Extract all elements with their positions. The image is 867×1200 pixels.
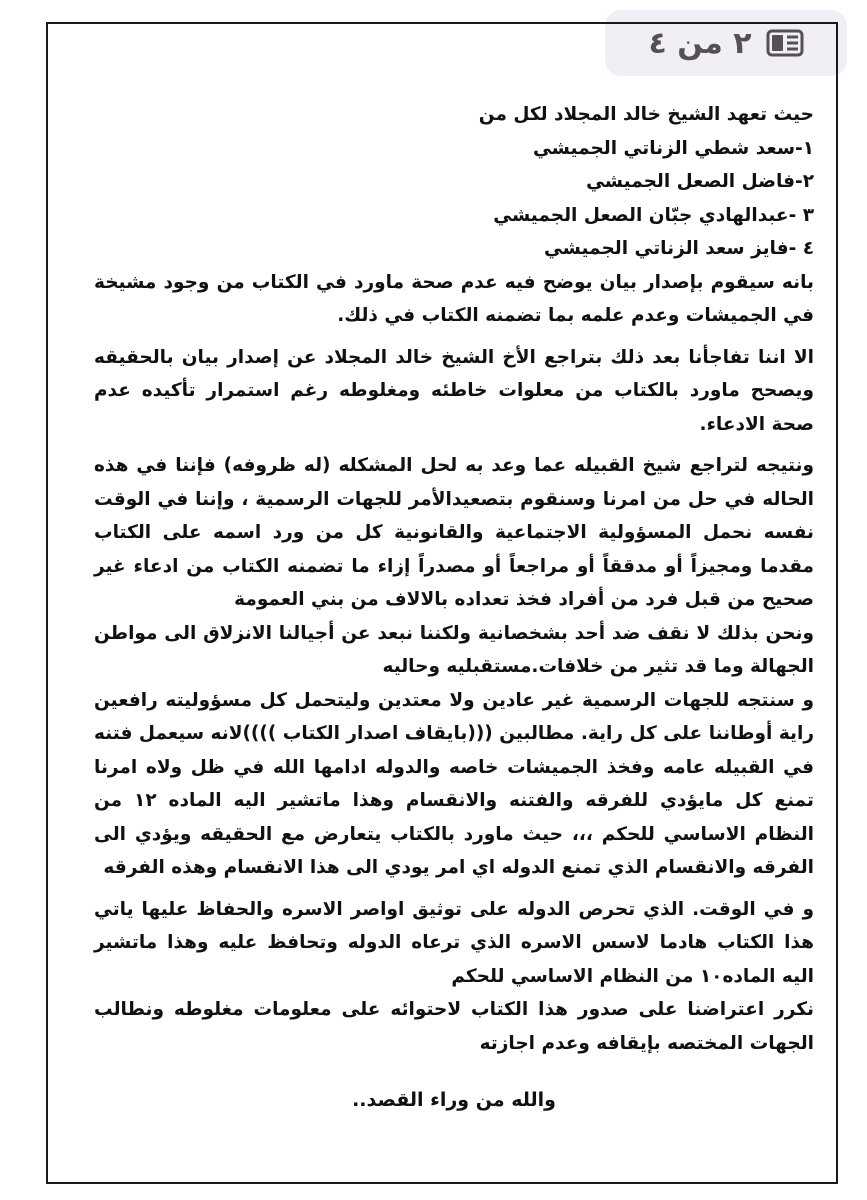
paragraph-demands: و سنتجه للجهات الرسمية غير عادين ولا معتدين وليتحمل كل مسؤوليته رافعين راية أوطاننا على كل راية. مطالبين (((بايقاف اصدار الكتاب ))))لانه سيعمل فتنه في القبيله عامه وفخذ الجميشات خاصه والدوله ادامها الله في ظل ولاه امرنا تمنع كل مايؤدي للفرقه والفتنه والانقسام وهذا ماتشير اليه الماده ١٢ من النظام الاساسي للحكم ،،، حيث ماورد بالكتاب يتعارض مع الحقيقه ويؤدي الى الفرقه والانقسام الذي تمنع الدوله اي امر يودي الى هذا الانقسام وهذه الفرقه bbox=[94, 689, 814, 878]
paragraph-escalation: ونتيجه لتراجع شيخ القبيله عما وعد به لحل المشكله (له ظروفه) فإننا في هذه الحاله في حل من امرنا وسنقوم بتصعيدالأمر للجهات الرسمية ، وإننا في الوقت نفسه نحمل المسؤولية الاجتماعية والقانونية كل من ورد اسمه على الكتاب مقدما ومجيزاً أو مدققاً أو مراجعاً أو مصدراً إزاء ما تضمنه الكتاب من ادعاء غير صحيح من قبل فرد من أفراد فخذ تعداده بالالاف من بني العمومة bbox=[94, 455, 814, 610]
name-item-4: ٤ -فايز سعد الزناتي الجميشي bbox=[543, 238, 814, 259]
paragraph-objection: نكرر اعتراضنا على صدور هذا الكتاب لاحتوائه على معلومات مغلوطه ونطالب الجهات المختصه بإيقافه وعدم اجازته bbox=[94, 999, 814, 1054]
name-item-3: ٣ -عبدالهادي جبّان الصعل الجميشي bbox=[493, 204, 814, 226]
name-item-2: ٢-فاضل الصعل الجميشي bbox=[586, 171, 814, 192]
paragraph-intent: ونحن بذلك لا نقف ضد أحد بشخصانية ولكننا نبعد عن أجيالنا الانزلاق الى مواطن الجهالة وما قد تثير من خلافات.مستقبليه وحاليه bbox=[94, 622, 814, 677]
name-item-1: ١-سعد شطي الزناتي الجميشي bbox=[532, 137, 814, 159]
paragraph-family: و في الوقت. الذي تحرص الدوله على توثيق اواصر الاسره والحفاظ عليها ياتي هذا الكتاب هادما لاسس الاسره الذي ترعاه الدوله وتحافظ عليه وهذا ماتشير اليه الماده١٠ من النظام الاساسي للحكم bbox=[94, 898, 814, 987]
closing-line: والله من وراء القصد.. bbox=[352, 1089, 556, 1111]
intro-line: حيث تعهد الشيخ خالد المجلاد لكل من bbox=[478, 104, 814, 125]
page-counter: ٢ من ٤ bbox=[648, 25, 752, 61]
paragraph-statement: بانه سيقوم بإصدار بيان يوضح فيه عدم صحة ماورد في الكتاب من وجود مشيخة في الجميشات وعدم علمه بما تضمنه الكتاب في ذلك. bbox=[94, 271, 814, 326]
document-body bbox=[94, 98, 814, 1178]
paragraph-retraction: الا اننا تفاجأنا بعد ذلك بتراجع الأخ الشيخ خالد المجلاد عن إصدار بيان بالحقيقه ويصحح ماورد بالكتاب من معلوات خاطئه ومغلوطه رغم استمرار تأكيده عدم صحة الادعاء. bbox=[94, 346, 814, 435]
